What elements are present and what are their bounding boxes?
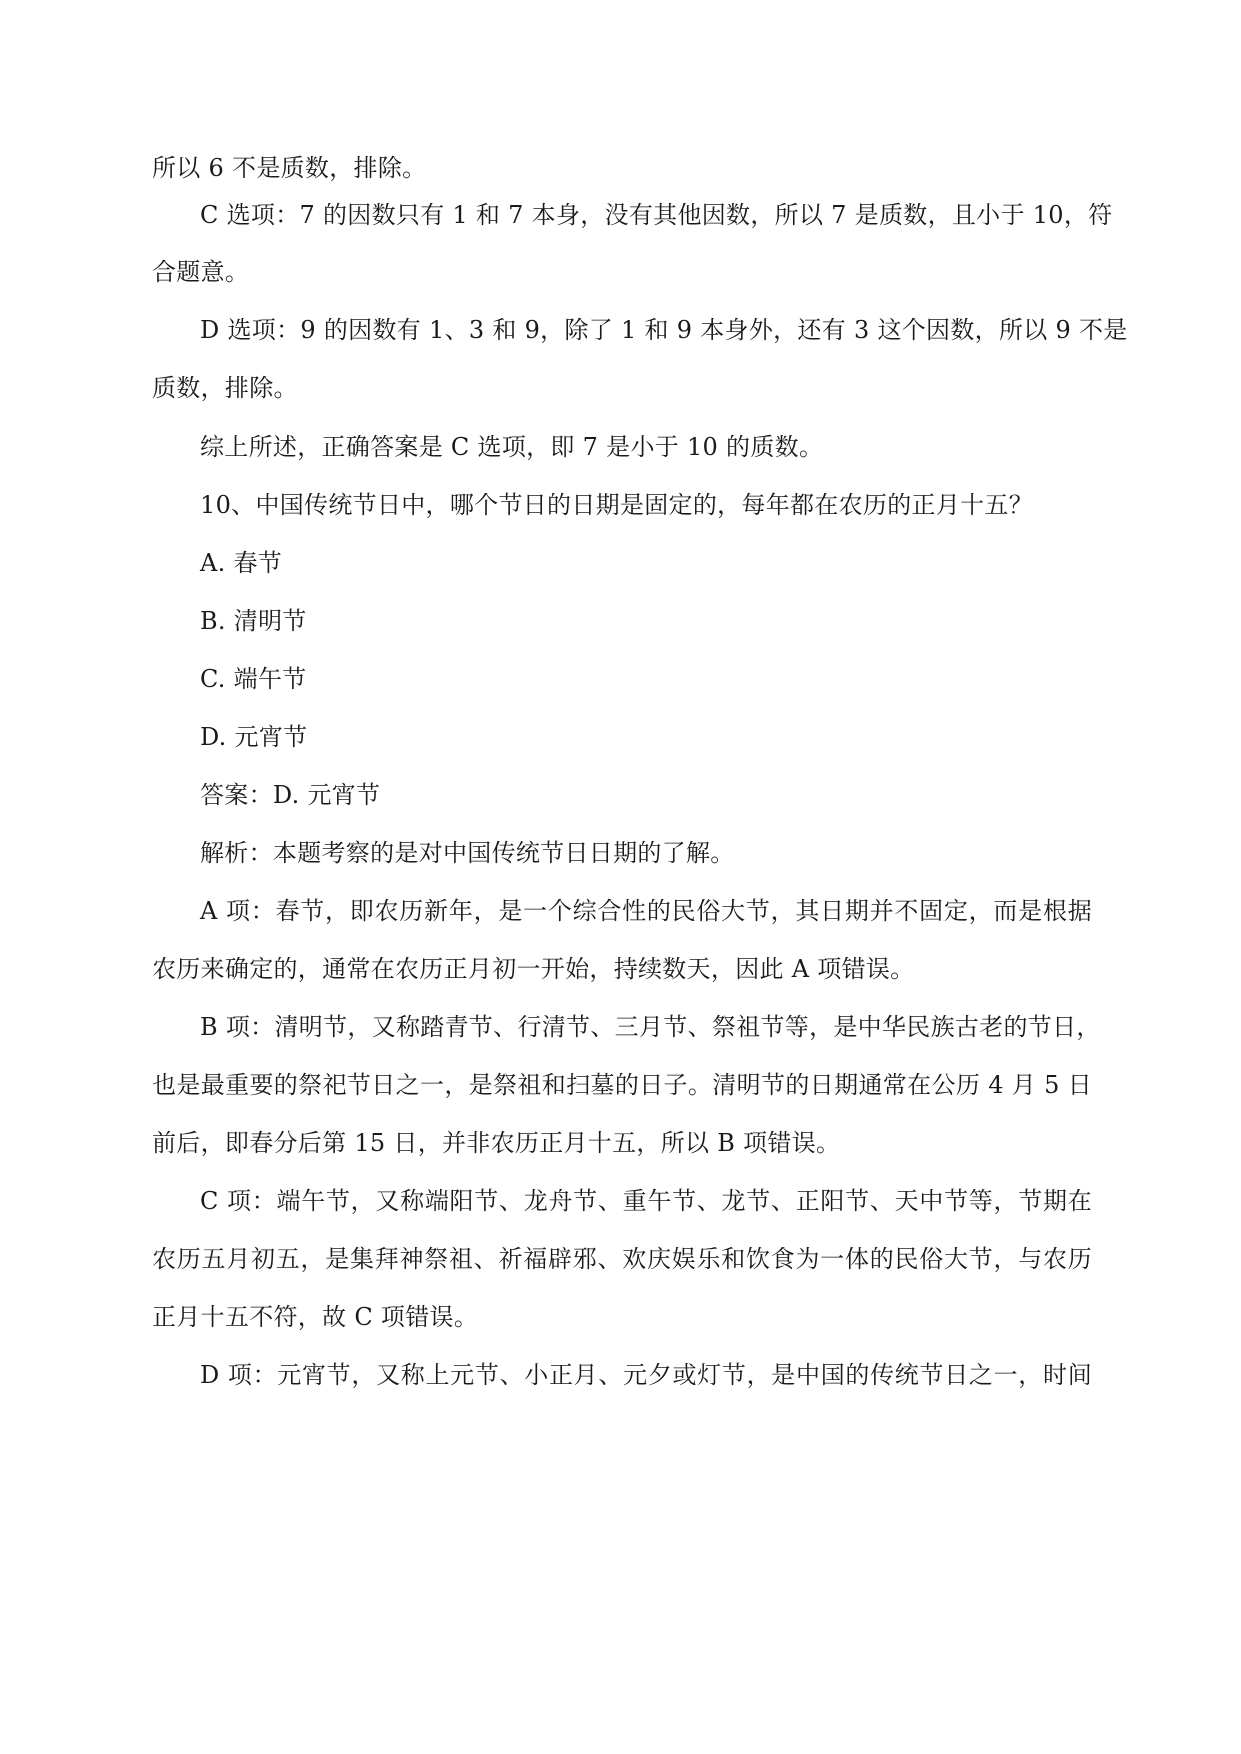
- text-line: 合题意。: [152, 258, 250, 286]
- text-line: D 选项：9 的因数有 1、3 和 9，除了 1 和 9 本身外，还有 3 这个因数，所以 9 不是: [200, 316, 1128, 344]
- text-line: 前后，即春分后第 15 日，并非农历正月十五，所以 B 项错误。: [152, 1129, 841, 1157]
- text-line: D 项：元宵节，又称上元节、小正月、元夕或灯节，是中国的传统节日之一，时间: [200, 1361, 1092, 1389]
- analysis-line: 解析：本题考察的是对中国传统节日日期的了解。: [200, 839, 735, 867]
- option-a: A. 春节: [200, 549, 283, 577]
- option-d: D. 元宵节: [200, 723, 308, 751]
- text-line: 农历五月初五，是集拜神祭祖、祈福辟邪、欢庆娱乐和饮食为一体的民俗大节，与农历: [152, 1245, 1092, 1273]
- text-line: 综上所述，正确答案是 C 选项，即 7 是小于 10 的质数。: [200, 433, 824, 461]
- text-line: A 项：春节，即农历新年，是一个综合性的民俗大节，其日期并不固定，而是根据: [200, 897, 1092, 925]
- text-line: 正月十五不符，故 C 项错误。: [152, 1303, 479, 1331]
- text-line: C 选项：7 的因数只有 1 和 7 本身，没有其他因数，所以 7 是质数，且小于 10，符: [200, 201, 1113, 229]
- text-line: 质数，排除。: [152, 374, 298, 402]
- option-c: C. 端午节: [200, 665, 307, 693]
- text-line: 也是最重要的祭祀节日之一，是祭祖和扫墓的日子。清明节的日期通常在公历 4 月 5 日: [152, 1071, 1092, 1099]
- text-line: B 项：清明节，又称踏青节、行清节、三月节、祭祖节等，是中华民族古老的节日，: [200, 1013, 1101, 1041]
- text-line: 农历来确定的，通常在农历正月初一开始，持续数天，因此 A 项错误。: [152, 955, 915, 983]
- text-line: 所以 6 不是质数，排除。: [152, 154, 427, 182]
- text-line: C 项：端午节，又称端阳节、龙舟节、重午节、龙节、正阳节、天中节等，节期在: [200, 1187, 1092, 1215]
- question-title: 10、中国传统节日中，哪个节日的日期是固定的，每年都在农历的正月十五？: [200, 491, 1034, 519]
- option-b: B. 清明节: [200, 607, 307, 635]
- answer-line: 答案：D. 元宵节: [200, 781, 381, 809]
